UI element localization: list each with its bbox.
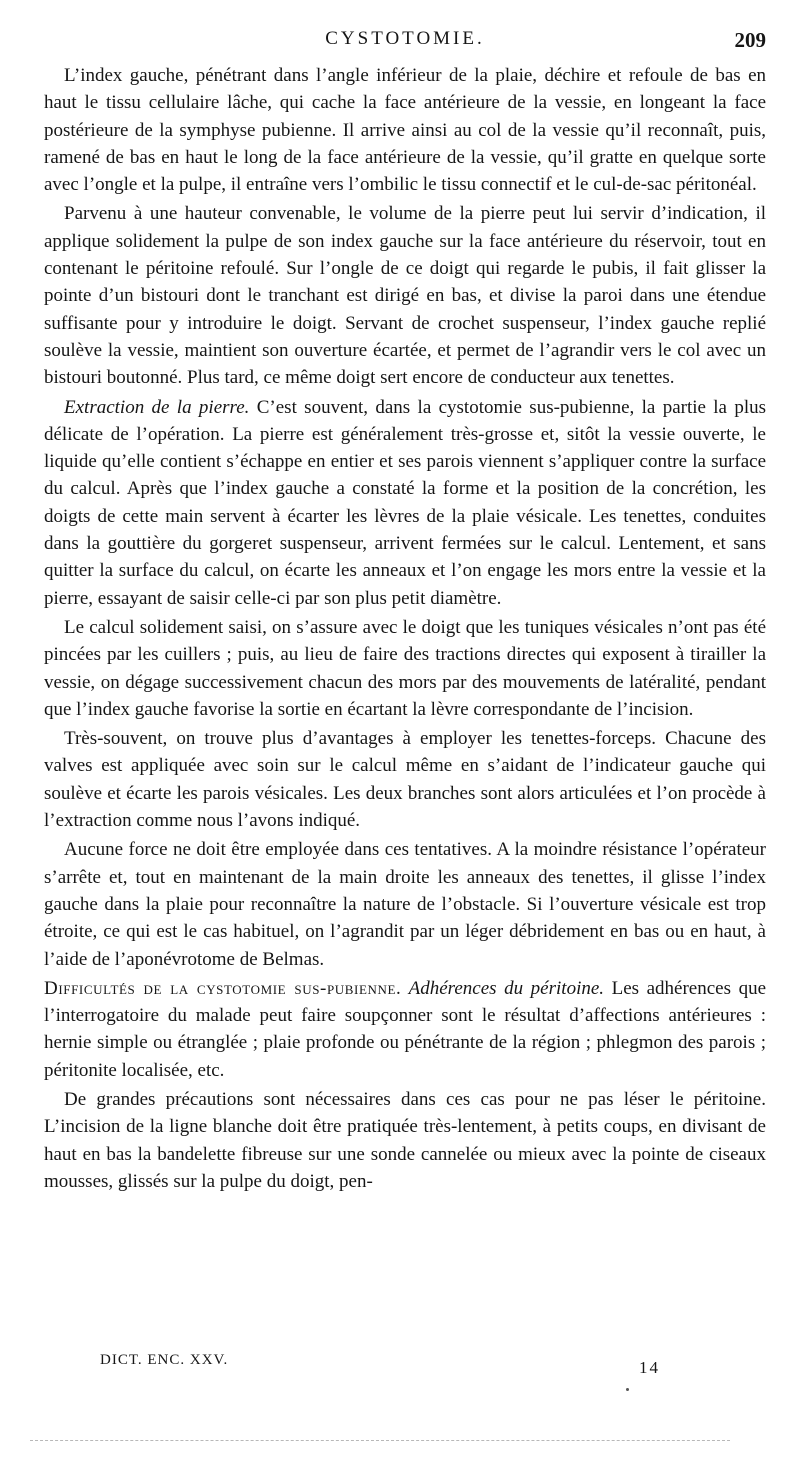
paragraph-text: Le calcul solidement saisi, on s’assure avec le doigt que les tuniques vésicales n’ont pas été pincées par les cuillers ; puis, au lieu de faire des tractions directes qui exposent à tirailler la vessie, on dégage successivement chacun des mors par des mouvements de latéralité, pendant que l’index gauche favorise la sortie en écartant la lèvre correspondante de l’incision.: [44, 616, 766, 720]
section-lead: Adhérences du péritoine.: [401, 977, 605, 999]
paragraph: [44, 1086, 766, 1195]
page-header: [44, 28, 766, 56]
signature-mark: DICT. ENC. XXV.: [100, 1352, 229, 1368]
paragraph: [44, 62, 766, 198]
paragraph-text: Très-souvent, on trouve plus d’avantages à employer les tenettes-forceps. Chacune des valves est appliquée avec soin sur le calcul même en s’aidant de l’indicateur gauche qui soulève et écarte les parois vésicales. Les deux branches sont alors articulées et l’on procède à l’extraction comme nous l’avons indiqué.: [44, 728, 766, 832]
paragraph-text: L’index gauche, pénétrant dans l’angle inférieur de la plaie, déchire et refoule de bas en haut le tissu cellulaire lâche, qui cache la face antérieure de la vessie, en longeant la face postérieure de la symphyse pubienne. Il arrive ainsi au col de la vessie qu’il reconnaît, puis, ramené de bas en haut le long de la face antérieure de la vessie, qu’il gratte en quelque sorte avec l’ongle et la pulpe, il entraîne vers l’ombilic le tissu connectif et le cul-de-sac péritonéal.: [44, 65, 766, 196]
paragraph-text: Les adhérences que l’interrogatoire du malade peut faire soupçonner sont le résultat d’affections antérieures : hernie simple ou étranglée ; plaie profonde ou pénétrante de la région ; phlegmon des parois ; péritonite localisée, etc.: [44, 977, 767, 1081]
paragraph-text: De grandes précautions sont nécessaires dans ces cas pour ne pas léser le péritoine. L’incision de la ligne blanche doit être pratiquée très-lentement, à petits coups, en divisant de haut en bas la bandelette fibreuse sur une sonde cannelée ou mieux avec la pointe de ciseaux mousses, glissés sur la pulpe du doigt, pen-: [44, 1088, 766, 1192]
running-title: CYSTOTOMIE.: [325, 28, 485, 49]
paragraph-text: C’est souvent, dans la cystotomie sus-pubienne, la partie la plus délicate de l’opération. La pierre est généralement très-grosse et, sitôt la vessie ouverte, le liquide qu’elle contient s’échappe en entier et ses parois viennent s’appliquer contre la surface du calcul. Après que l’index gauche a constaté la forme et la position de la concrétion, les doigts de cette main servent à écarter les lèvres de la plaie vésicale. Les tenettes, conduites dans la gouttière du gorgeret suspenseur, arrivent fermées sur le calcul. Lentement, et sans quitter la surface du calcul, on écarte les anneaux et l’on engage les mors entre la vessie et la pierre, essayant de saisir celle-ci par son plus petit diamètre.: [44, 396, 766, 609]
paragraph-text: Aucune force ne doit être employée dans ces tentatives. A la moindre résistance l’opérateur s’arrête et, tout en maintenant de la main droite les anneaux des tenettes, il glisse l’index gauche dans la plaie pour reconnaître la nature de l’obstacle. Si l’ouverture vésicale est trop étroite, ce qui est le cas habituel, on l’agrandit par un léger débridement en bas ou en haut, à l’aide de l’aponévrotome de Belmas.: [44, 839, 766, 970]
paragraph: [44, 975, 766, 1084]
print-speck: [626, 1388, 629, 1391]
page-number: 209: [734, 28, 766, 52]
paragraph: [44, 394, 766, 612]
paragraph: [44, 725, 766, 834]
bottom-rule: [30, 1440, 730, 1441]
paragraph: [44, 836, 766, 972]
section-lead: Extraction de la pierre.: [64, 396, 250, 418]
paragraph-text: Parvenu à une hauteur convenable, le volume de la pierre peut lui servir d’indication, il applique solidement la pulpe de son index gauche sur la face antérieure du réservoir, tout en contenant le péritoine refoulé. Sur l’ongle de ce doigt qui regarde le pubis, il fait glisser la pointe d’un bistouri dont le tranchant est dirigé en bas, et divise la paroi dans une étendue suffisante pour y introduire le doigt. Servant de crochet suspenseur, l’index gauche replié soulève la vessie, maintient son ouverture écartée, et permet de l’agrandir vers le col avec un bistouri boutonné. Plus tard, ce même doigt sert encore de conducteur aux tenettes.: [44, 203, 766, 389]
paragraph: [44, 614, 766, 723]
section-heading: Difficultés de la cystotomie sus-pubienne.: [44, 977, 402, 999]
page-footer: [100, 1352, 660, 1382]
sheet-number: 14: [639, 1358, 660, 1377]
paragraph: [44, 200, 766, 391]
body-text: [44, 62, 766, 1197]
